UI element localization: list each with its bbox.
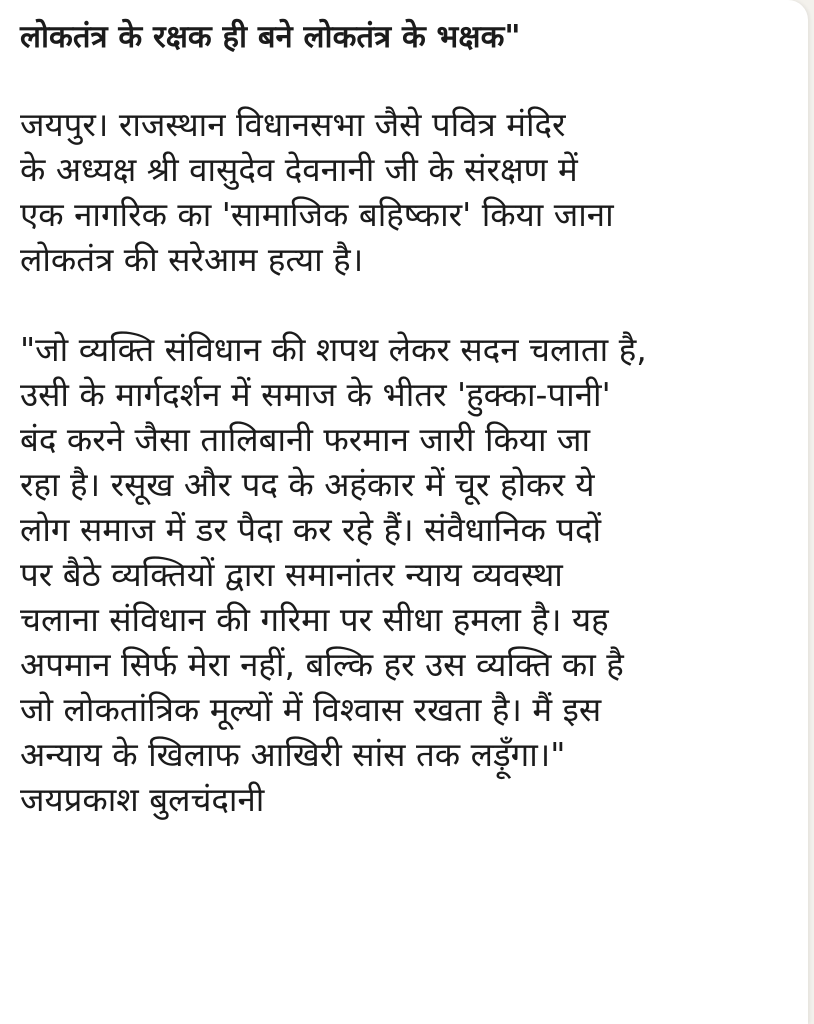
author-name: जयप्रकाश बुलचंदानी bbox=[20, 780, 265, 819]
text-line: अपमान सिर्फ मेरा नहीं, बल्कि हर उस व्यक्ति का है bbox=[20, 645, 624, 684]
text-line: लोग समाज में डर पैदा कर रहे हैं। संवैधानिक पदों bbox=[20, 510, 602, 549]
text-line: लोकतंत्र की सरेआम हत्या है। bbox=[20, 240, 364, 279]
text-line: जयपुर। राजस्थान विधानसभा जैसे पवित्र मंदिर bbox=[20, 105, 566, 144]
quote-paragraph bbox=[20, 327, 800, 777]
text-line: के अध्यक्ष श्री वासुदेव देवनानी जी के संरक्षण में bbox=[20, 150, 578, 189]
text-line: पर बैठे व्यक्तियों द्वारा समानांतर न्याय व्यवस्था bbox=[20, 555, 563, 594]
message-body bbox=[20, 14, 800, 822]
text-line: चलाना संविधान की गरिमा पर सीधा हमला है। यह bbox=[20, 600, 609, 639]
text-line: "जो व्यक्ति संविधान की शपथ लेकर सदन चलाता है, bbox=[20, 330, 647, 369]
text-line: जो लोकतांत्रिक मूल्यों में विश्वास रखता है। मैं इस bbox=[20, 690, 602, 729]
text-line: उसी के मार्गदर्शन में समाज के भीतर 'हुक्का-पानी' bbox=[20, 375, 611, 414]
text-line: अन्याय के खिलाफ आखिरी सांस तक लड़ूँगा।" bbox=[20, 735, 566, 774]
text-line: बंद करने जैसा तालिबानी फरमान जारी किया जा bbox=[20, 420, 591, 459]
intro-paragraph bbox=[20, 102, 800, 282]
headline: लोकतंत्र के रक्षक ही बने लोकतंत्र के भक्षक" bbox=[20, 19, 521, 55]
text-line: रहा है। रसूख और पद के अहंकार में चूर होकर ये bbox=[20, 465, 595, 504]
text-line: एक नागरिक का 'सामाजिक बहिष्कार' किया जाना bbox=[20, 195, 614, 234]
